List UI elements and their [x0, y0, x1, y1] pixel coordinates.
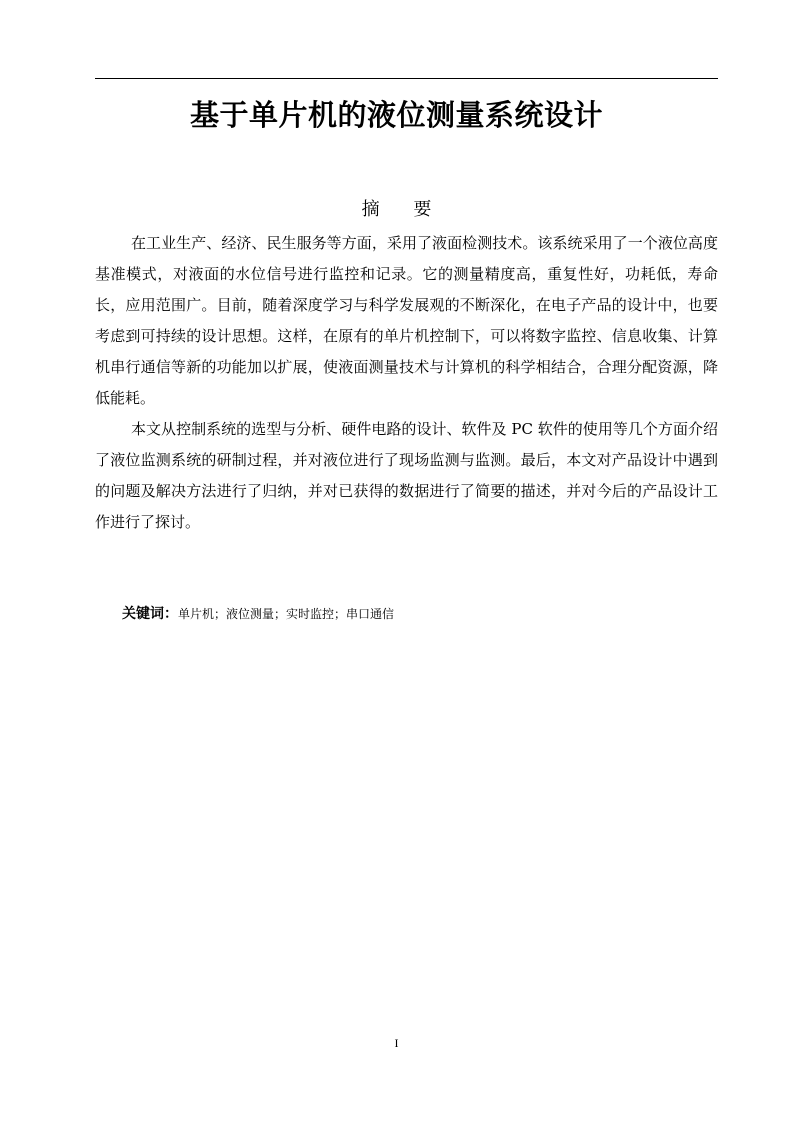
- page-number: I: [394, 1036, 399, 1050]
- keywords-list: 单片机；液位测量；实时监控；串口通信: [178, 607, 395, 621]
- keywords-label: 关键词：: [122, 606, 178, 622]
- keywords-line: [122, 604, 394, 624]
- abstract-heading: 摘 要: [361, 199, 446, 220]
- header-rule: [95, 78, 718, 79]
- abstract-paragraph-2: 本文从控制系统的选型与分析、硬件电路的设计、软件及 PC 软件的使用等几个方面介绍了液位监测系统的研制过程，并对液位进行了现场监测与监测。最后，本文对产品设计中遇到的问题及解决方法进行了归纳，并对已获得的数据进行了简要的描述，并对今后的产品设计工作进行了探讨。: [95, 420, 718, 531]
- page-title: 基于单片机的液位测量系统设计: [189, 98, 603, 132]
- abstract-paragraph-1: 在工业生产、经济、民生服务等方面，采用了液面检测技术。该系统采用了一个液位高度基准模式，对液面的水位信号进行监控和记录。它的测量精度高，重复性好，功耗低，寿命长，应用范围广。目前，随着深度学习与科学发展观的不断深化，在电子产品的设计中，也要考虑到可持续的设计思想。这样，在原有的单片机控制下，可以将数字监控、信息收集、计算机串行通信等新的功能加以扩展，使液面测量技术与计算机的科学相结合，合理分配资源，降低能耗。: [95, 234, 718, 407]
- abstract-body: [95, 228, 718, 538]
